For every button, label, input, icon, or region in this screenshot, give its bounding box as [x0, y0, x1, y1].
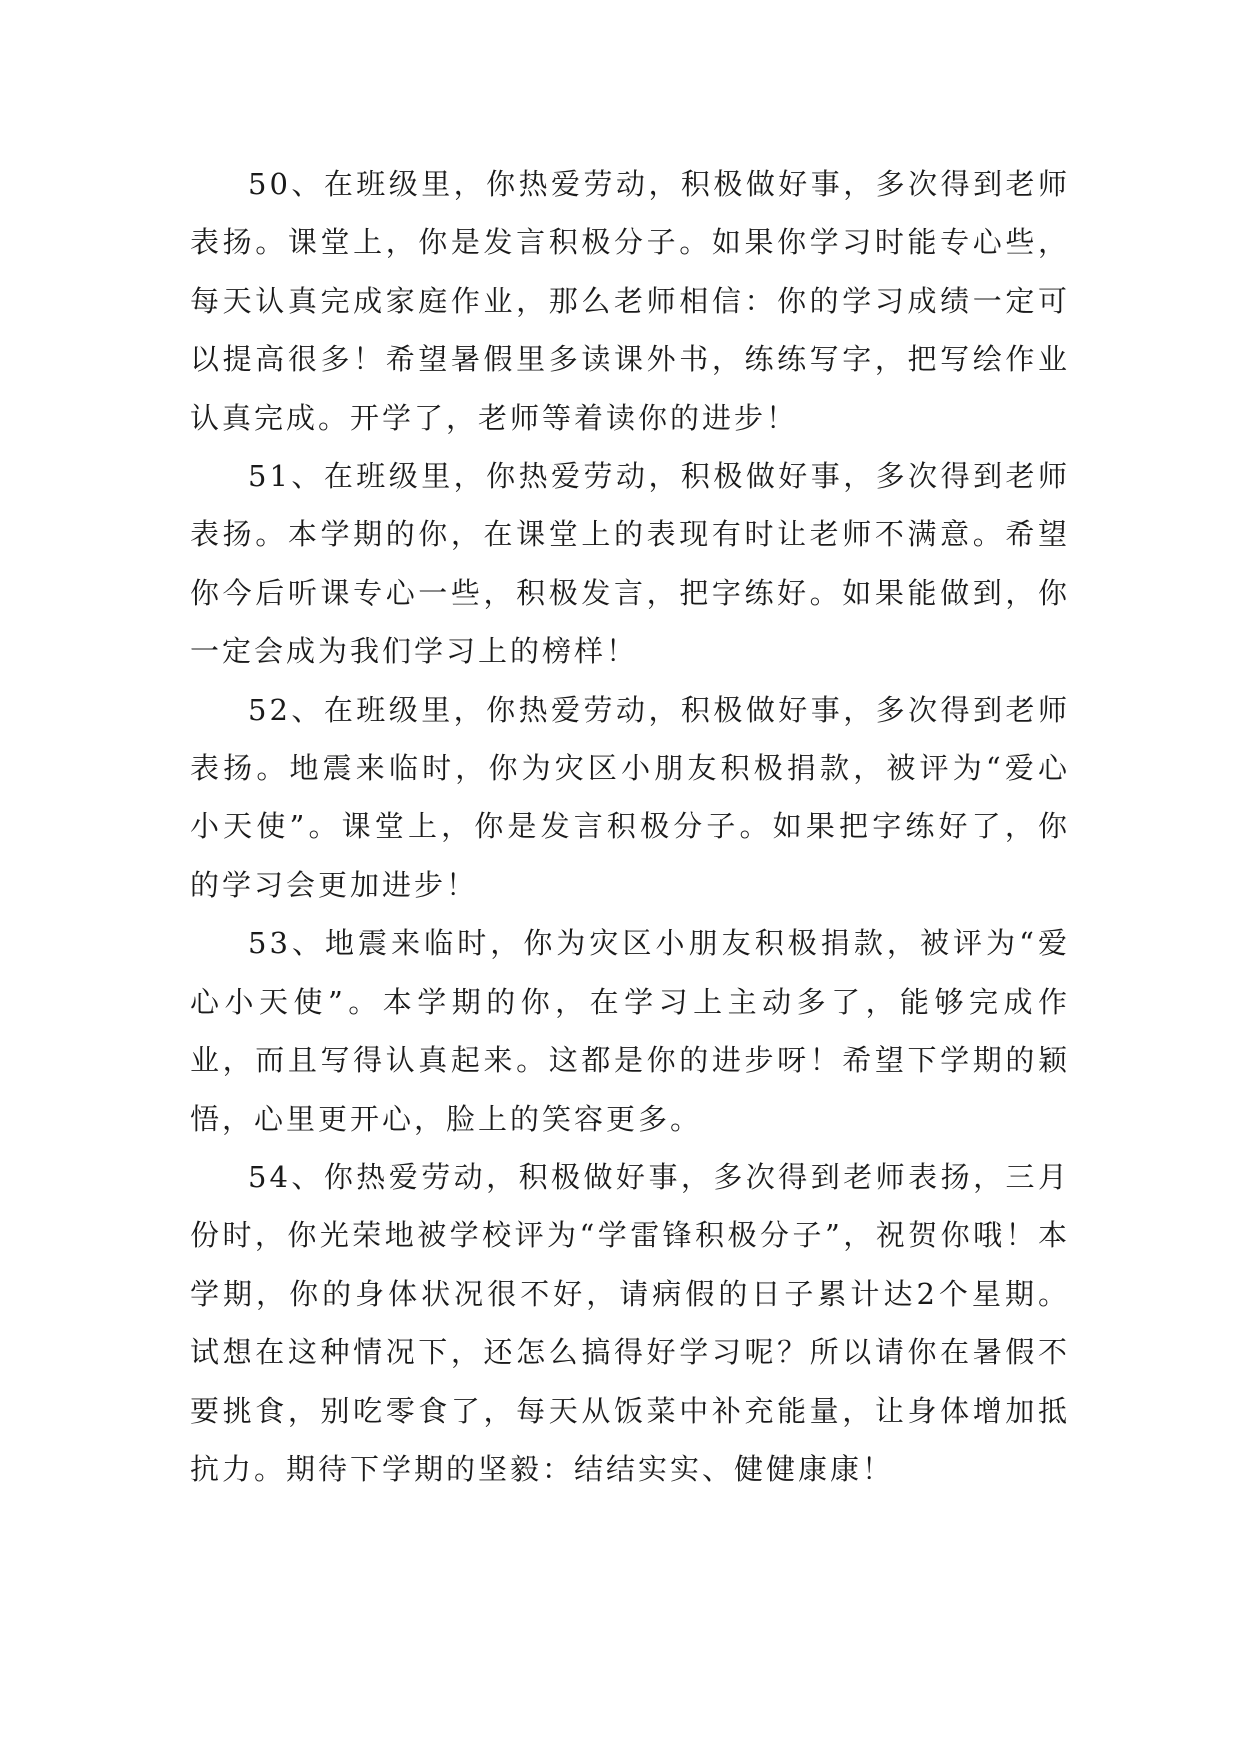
document-body — [190, 155, 1070, 1498]
comment-paragraph-53: 53、地震来临时，你为灾区小朋友积极捐款，被评为“爱心小天使”。本学期的你，在学习上主动多了，能够完成作业，而且写得认真起来。这都是你的进步呀！希望下学期的颖悟，心里更开心，脸上的笑容更多。 — [190, 926, 1070, 1136]
comment-paragraph-54: 54、你热爱劳动，积极做好事，多次得到老师表扬，三月份时，你光荣地被学校评为“学雷锋积极分子”，祝贺你哦！本学期，你的身体状况很不好，请病假的日子累计达2个星期。试想在这种情况下，还怎么搞得好学习呢？所以请你在暑假不要挑食，别吃零食了，每天从饭菜中补充能量，让身体增加抵抗力。期待下学期的坚毅：结结实实、健健康康！ — [190, 1159, 1070, 1486]
comment-paragraph-50: 50、在班级里，你热爱劳动，积极做好事，多次得到老师表扬。课堂上，你是发言积极分子。如果你学习时能专心些，每天认真完成家庭作业，那么老师相信：你的学习成绩一定可以提高很多！希望暑假里多读课外书，练练写字，把写绘作业认真完成。开学了，老师等着读你的进步！ — [190, 167, 1070, 435]
comment-paragraph-52: 52、在班级里，你热爱劳动，积极做好事，多次得到老师表扬。地震来临时，你为灾区小朋友积极捐款，被评为“爱心小天使”。课堂上，你是发言积极分子。如果把字练好了，你的学习会更加进步！ — [190, 692, 1070, 902]
comment-paragraph-51: 51、在班级里，你热爱劳动，积极做好事，多次得到老师表扬。本学期的你，在课堂上的表现有时让老师不满意。希望你今后听课专心一些，积极发言，把字练好。如果能做到，你一定会成为我们学习上的榜样！ — [190, 459, 1070, 669]
